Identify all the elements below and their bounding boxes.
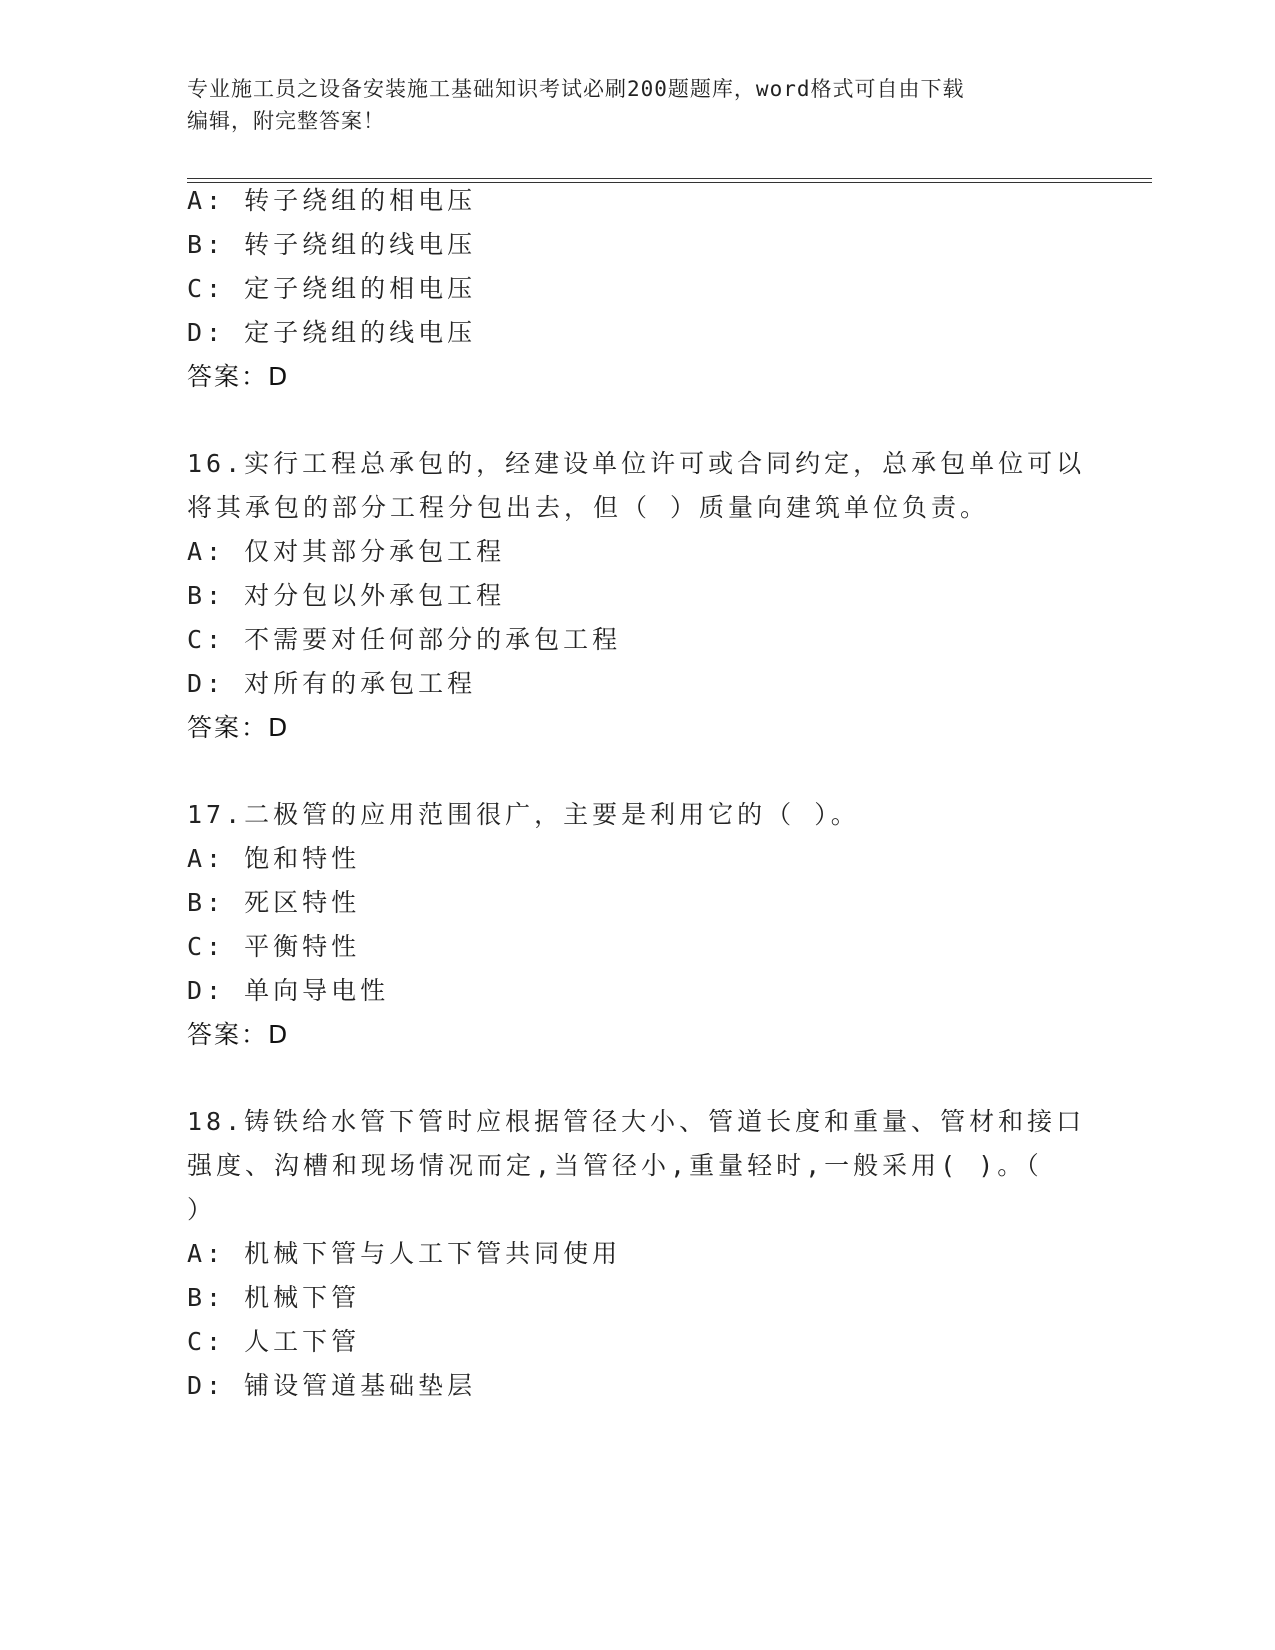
q18-stem-line-3: ） (187, 1195, 217, 1224)
q18-stem-line-2: 强度、沟槽和现场情况而定,当管径小,重量轻时,一般采用( )。（ (187, 1151, 1043, 1180)
header-line-1: 专业施工员之设备安装施工基础知识考试必刷200题题库，word格式可自由下载 (187, 77, 965, 101)
q18-option-d: D: 铺设管道基础垫层 (187, 1371, 477, 1400)
header-line-2: 编辑，附完整答案！ (187, 109, 385, 133)
q16-option-d: D: 对所有的承包工程 (187, 669, 477, 698)
q17-stem-line-1: 17.二极管的应用范围很广，主要是利用它的（ ）。 (187, 800, 860, 829)
q16-stem-line-1: 16.实行工程总承包的，经建设单位许可或合同约定，总承包单位可以 (187, 449, 1086, 478)
header-divider (187, 178, 1152, 183)
q18-option-a: A: 机械下管与人工下管共同使用 (187, 1239, 622, 1268)
q15-option-c: C: 定子绕组的相电压 (187, 274, 477, 303)
q17-answer: 答案：D (187, 1020, 290, 1049)
q18-stem-line-1: 18.铸铁给水管下管时应根据管径大小、管道长度和重量、管材和接口 (187, 1107, 1086, 1136)
q18-option-c: C: 人工下管 (187, 1327, 361, 1356)
q15-option-b: B: 转子绕组的线电压 (187, 230, 477, 259)
q16-stem-line-2: 将其承包的部分工程分包出去，但（ ）质量向建筑单位负责。 (187, 493, 990, 522)
q18-option-b: B: 机械下管 (187, 1283, 361, 1312)
q16-option-b: B: 对分包以外承包工程 (187, 581, 506, 610)
q16-answer: 答案：D (187, 713, 290, 742)
q15-answer: 答案：D (187, 362, 290, 391)
q16-option-c: C: 不需要对任何部分的承包工程 (187, 625, 622, 654)
q17-option-a: A: 饱和特性 (187, 844, 361, 873)
q15-option-d: D: 定子绕组的线电压 (187, 318, 477, 347)
document-header (187, 73, 1067, 137)
q17-option-c: C: 平衡特性 (187, 932, 361, 961)
q16-option-a: A: 仅对其部分承包工程 (187, 537, 506, 566)
q17-option-d: D: 单向导电性 (187, 976, 390, 1005)
q15-option-a: A: 转子绕组的相电压 (187, 186, 477, 215)
q17-option-b: B: 死区特性 (187, 888, 361, 917)
